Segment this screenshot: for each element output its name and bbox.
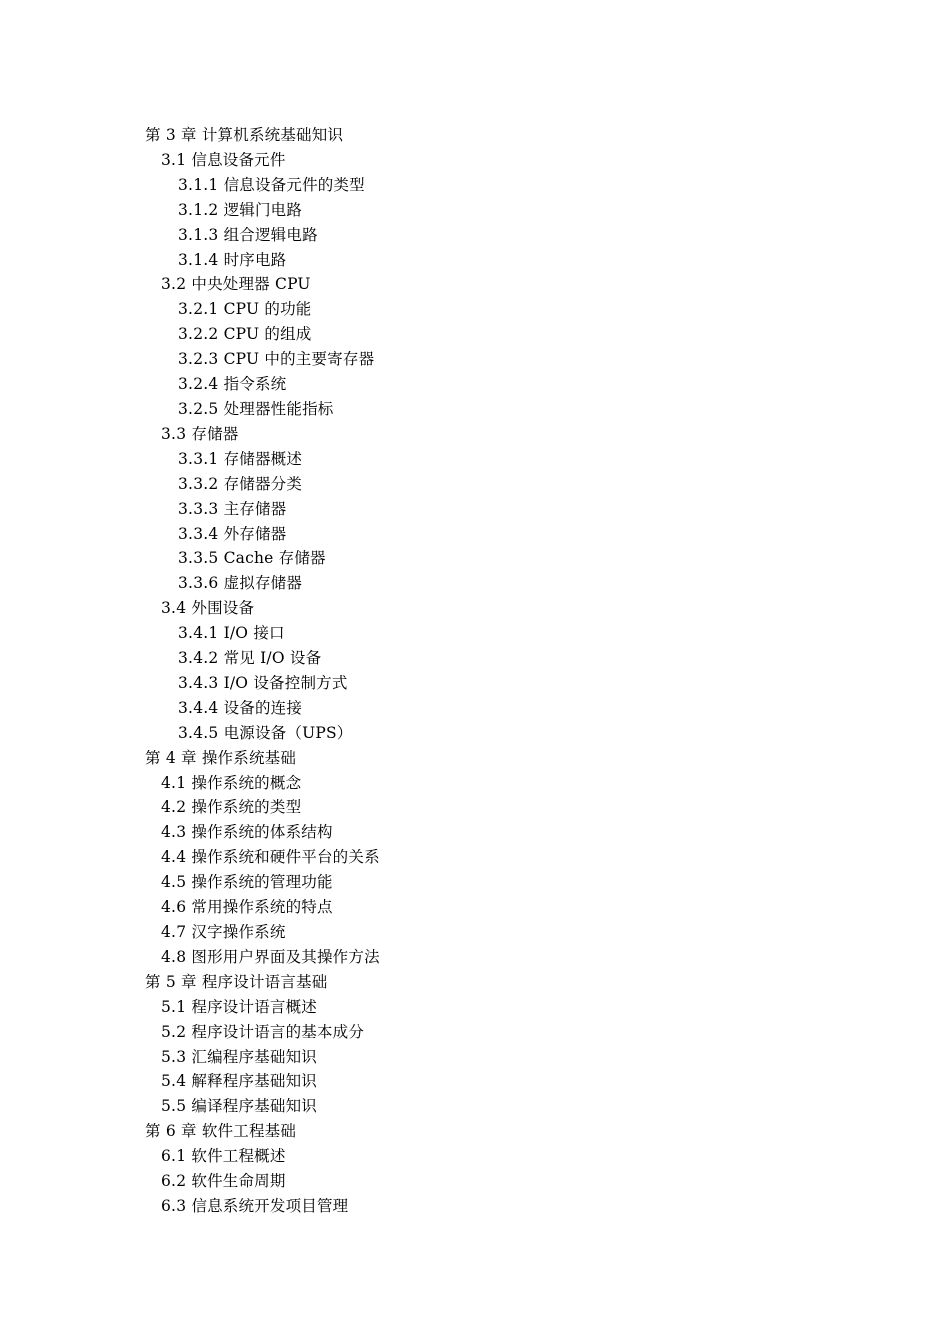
toc-subsection-entry: 3.4.4 设备的连接 <box>178 698 303 717</box>
toc-section-entry: 5.3 汇编程序基础知识 <box>161 1047 317 1066</box>
toc-subsection-entry: 3.4.1 I/O 接口 <box>178 624 285 643</box>
table-of-contents <box>145 123 380 1219</box>
toc-section-entry: 3.3 存储器 <box>161 424 239 443</box>
toc-subsection-entry: 3.4.5 电源设备（UPS） <box>178 723 353 742</box>
toc-section-entry: 4.4 操作系统和硬件平台的关系 <box>161 848 380 867</box>
toc-chapter-heading: 第 5 章 程序设计语言基础 <box>145 972 328 991</box>
toc-section-entry: 5.5 编译程序基础知识 <box>161 1097 317 1116</box>
toc-section-entry: 3.1 信息设备元件 <box>161 150 286 169</box>
toc-section-entry: 4.8 图形用户界面及其操作方法 <box>161 947 380 966</box>
toc-subsection-entry: 3.3.1 存储器概述 <box>178 449 303 468</box>
toc-subsection-entry: 3.2.5 处理器性能指标 <box>178 399 334 418</box>
toc-section-entry: 6.1 软件工程概述 <box>161 1147 286 1166</box>
toc-section-entry: 6.2 软件生命周期 <box>161 1172 286 1191</box>
toc-subsection-entry: 3.4.2 常见 I/O 设备 <box>178 649 322 668</box>
toc-chapter-heading: 第 6 章 软件工程基础 <box>145 1122 297 1141</box>
toc-subsection-entry: 3.3.4 外存储器 <box>178 524 287 543</box>
toc-section-entry: 5.4 解释程序基础知识 <box>161 1072 317 1091</box>
toc-subsection-entry: 3.1.2 逻辑门电路 <box>178 200 303 219</box>
toc-subsection-entry: 3.2.4 指令系统 <box>178 375 287 394</box>
toc-section-entry: 4.3 操作系统的体系结构 <box>161 823 333 842</box>
toc-section-entry: 4.2 操作系统的类型 <box>161 798 302 817</box>
toc-section-entry: 3.2 中央处理器 CPU <box>161 275 311 294</box>
toc-subsection-entry: 3.1.3 组合逻辑电路 <box>178 225 318 244</box>
toc-section-entry: 4.5 操作系统的管理功能 <box>161 873 333 892</box>
toc-section-entry: 4.1 操作系统的概念 <box>161 773 302 792</box>
toc-section-entry: 6.3 信息系统开发项目管理 <box>161 1196 349 1215</box>
toc-section-entry: 3.4 外围设备 <box>161 599 255 618</box>
toc-subsection-entry: 3.3.3 主存储器 <box>178 499 287 518</box>
toc-subsection-entry: 3.1.1 信息设备元件的类型 <box>178 175 365 194</box>
toc-subsection-entry: 3.2.2 CPU 的组成 <box>178 325 312 344</box>
toc-subsection-entry: 3.4.3 I/O 设备控制方式 <box>178 673 348 692</box>
toc-section-entry: 4.7 汉字操作系统 <box>161 923 286 941</box>
toc-chapter-heading: 第 4 章 操作系统基础 <box>145 748 297 767</box>
toc-subsection-entry: 3.1.4 时序电路 <box>178 250 287 269</box>
toc-section-entry: 5.1 程序设计语言概述 <box>161 997 317 1016</box>
toc-subsection-entry: 3.2.3 CPU 中的主要寄存器 <box>178 350 375 369</box>
toc-subsection-entry: 3.2.1 CPU 的功能 <box>178 300 312 319</box>
toc-subsection-entry: 3.3.5 Cache 存储器 <box>178 549 326 568</box>
toc-section-entry: 4.6 常用操作系统的特点 <box>161 898 333 917</box>
toc-chapter-heading: 第 3 章 计算机系统基础知识 <box>145 126 344 144</box>
toc-subsection-entry: 3.3.2 存储器分类 <box>178 474 303 493</box>
toc-section-entry: 5.2 程序设计语言的基本成分 <box>161 1022 365 1041</box>
toc-subsection-entry: 3.3.6 虚拟存储器 <box>178 574 303 593</box>
